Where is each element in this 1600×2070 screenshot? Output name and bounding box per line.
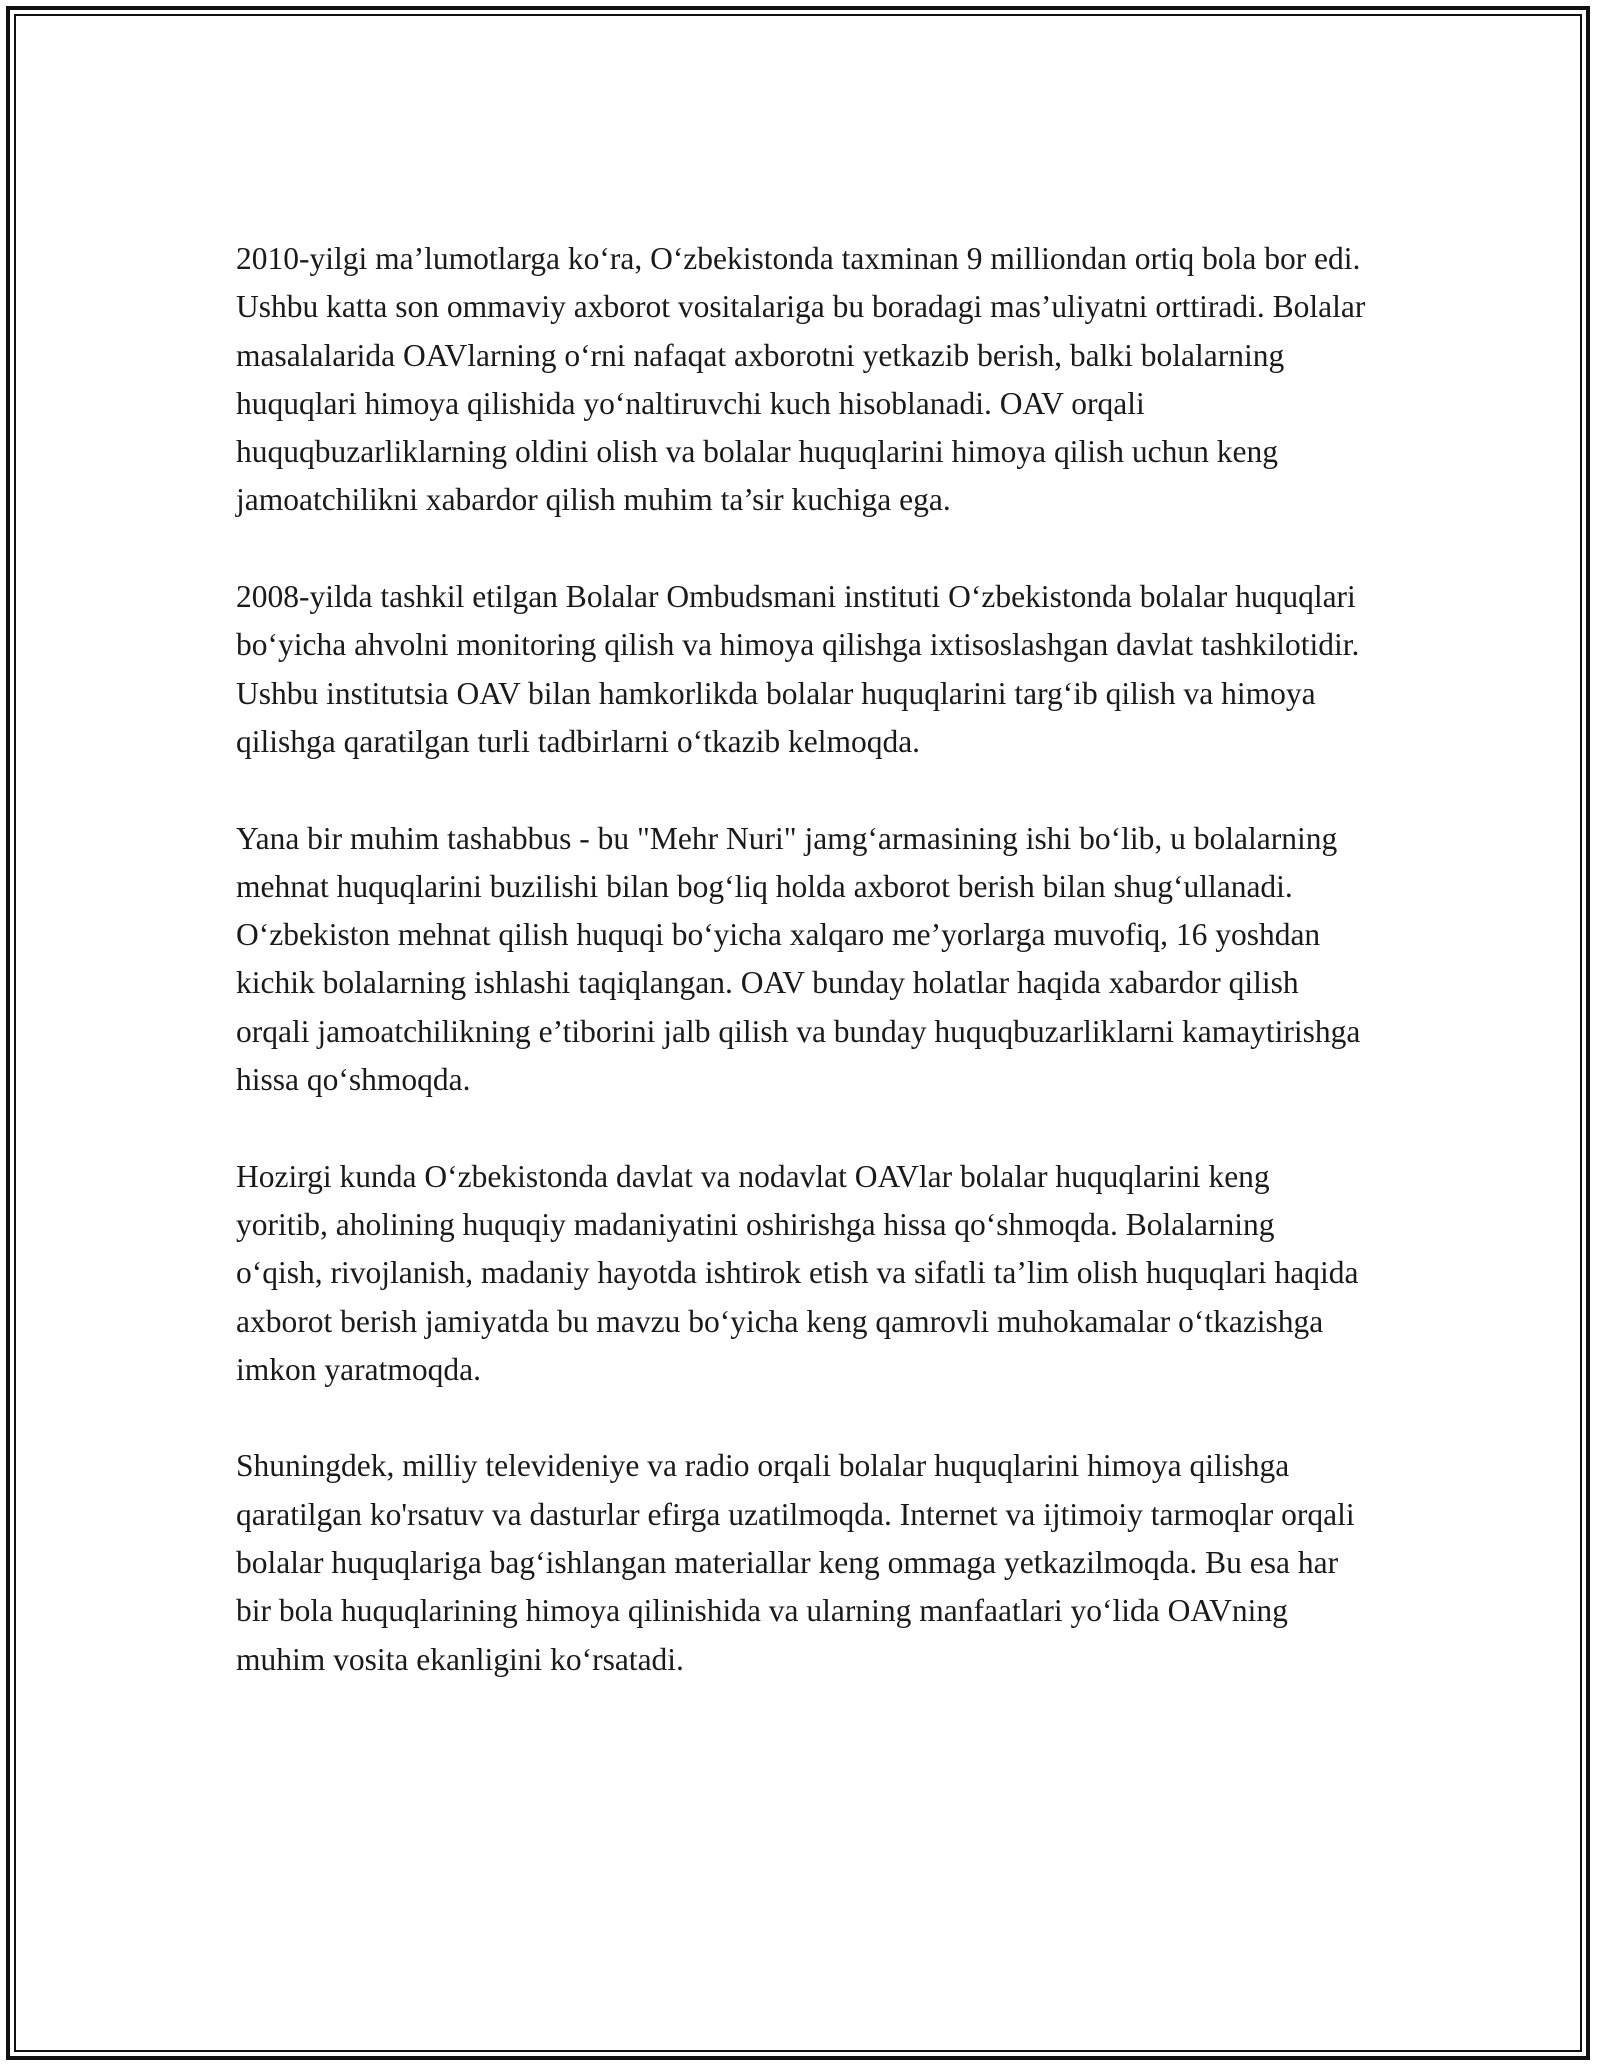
paragraph-3: Yana bir muhim tashabbus - bu "Mehr Nuri" jamg‘armasining ishi bo‘lib, u bolalarning mehnat huquqlarini buzilishi bilan bog‘liq holda axborot berish bilan shug‘ullanadi. O‘zbekiston mehnat qilish huquqi bo‘yicha xalqaro me’yorlarga muvofiq, 16 yoshdan kichik bolalarning ishlashi taqiqlangan. OAV bunday holatlar haqida xabardor qilish orqali jamoatchilikning e’tiborini jalb qilish va bunday huquqbuzarliklarni kamaytirishga hissa qo‘shmoqda. — [236, 820, 1361, 1098]
paragraph-4: Hozirgi kunda O‘zbekistonda davlat va nodavlat OAVlar bolalar huquqlarini keng yoritib, aholining huquqiy madaniyatini oshirishga hissa qo‘shmoqda. Bolalarning o‘qish, rivojlanish, madaniy hayotda ishtirok etish va sifatli ta’lim olish huquqlari haqida axborot berish jamiyatda bu mavzu bo‘yicha keng qamrovli muhokamalar o‘tkazishga imkon yaratmoqda. — [236, 1158, 1359, 1387]
document-body — [236, 235, 1366, 1684]
paragraph-2: 2008-yilda tashkil etilgan Bolalar Ombudsmani instituti O‘zbekistonda bolalar huquqlari bo‘yicha ahvolni monitoring qilish va himoya qilishga ixtisoslashgan davlat tashkilotidir. Ushbu institutsia OAV bilan hamkorlikda bolalar huquqlarini targ‘ib qilish va himoya qilishga qaratilgan turli tadbirlarni o‘tkazib kelmoqda. — [236, 579, 1360, 759]
paragraph-5: Shuningdek, milliy televideniye va radio orqali bolalar huquqlarini himoya qilishga qaratilgan ko'rsatuv va dasturlar efirga uzatilmoqda. Internet va ijtimoiy tarmoqlar orqali bolalar huquqlariga bag‘ishlangan materiallar keng ommaga yetkazilmoqda. Bu esa har bir bola huquqlarining himoya qilinishida va ularning manfaatlari yo‘lida OAVning muhim vosita ekanligini ko‘rsatadi. — [236, 1448, 1355, 1677]
paragraph-1: 2010-yilgi ma’lumotlarga ko‘ra, O‘zbekistonda taxminan 9 milliondan ortiq bola bor edi. Ushbu katta son ommaviy axborot vositalariga bu boradagi mas’uliyatni orttiradi. Bolalar masalalarida OAVlarning o‘rni nafaqat axborotni yetkazib berish, balki bolalarning huquqlari himoya qilishida yo‘naltiruvchi kuch hisoblanadi. OAV orqali huquqbuzarliklarning oldini olish va bolalar huquqlarini himoya qilish uchun keng jamoatchilikni xabardor qilish muhim ta’sir kuchiga ega. — [236, 241, 1366, 518]
